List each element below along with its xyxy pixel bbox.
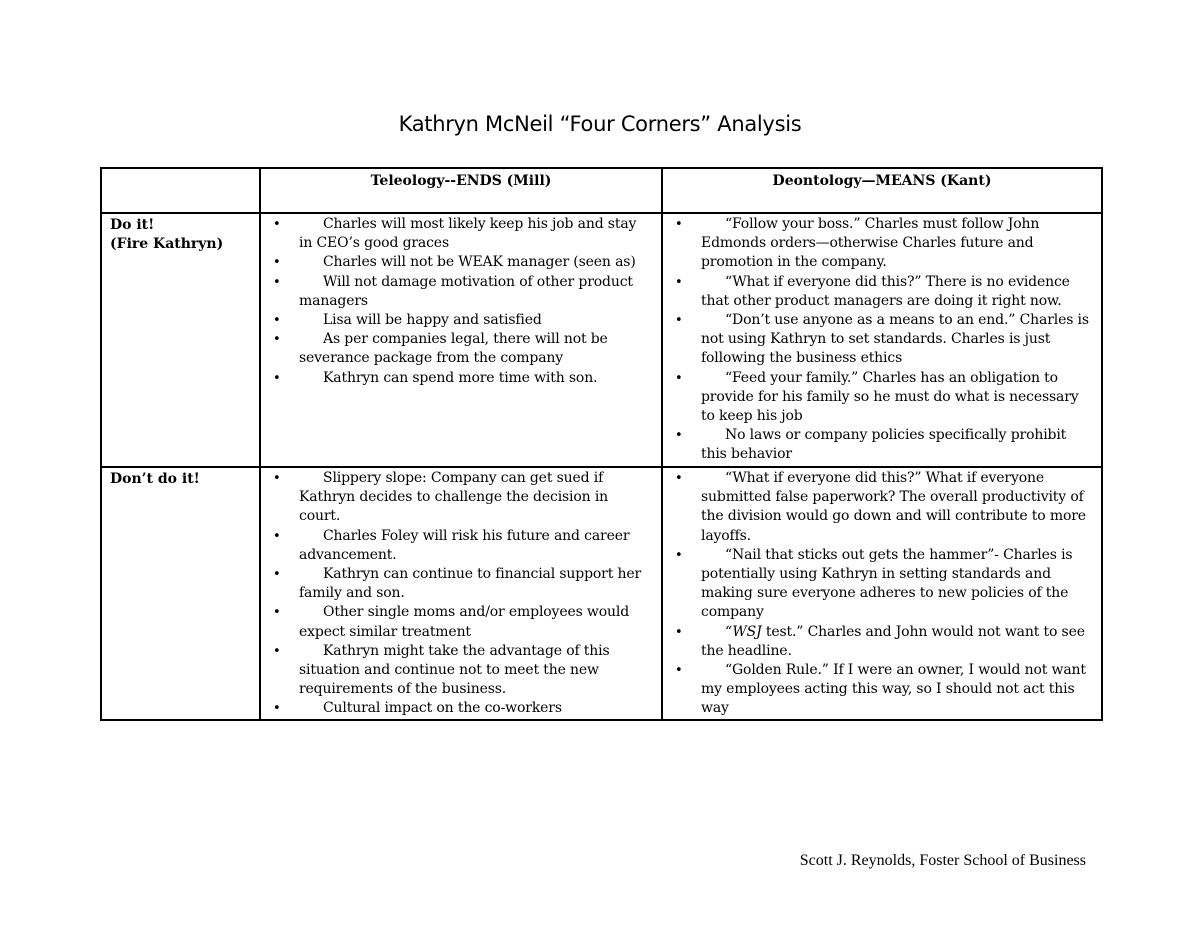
bullet-icon: •	[675, 471, 683, 486]
cell-do-it-deontology	[662, 213, 1102, 467]
row-label-line: (Fire Kathryn)	[110, 236, 224, 253]
bullet-icon: •	[675, 370, 683, 386]
list-item-text: Will not damage motivation of other product managers	[299, 273, 633, 309]
list-item-text: Charles will most likely keep his job and stay in CEO’s good graces	[299, 216, 637, 252]
list-item-text: “WSJ test.” Charles and John would not want to see the headline.	[701, 623, 1085, 659]
bullet-icon: •	[273, 567, 281, 583]
bullet-icon: •	[273, 255, 281, 271]
list-item-text: “What if everyone did this?” What if everyone submitted false paperwork? The overall productivity of the division would go down and will contribute to more layoffs.	[701, 470, 1086, 544]
cell-dont-do-it-teleology	[260, 467, 662, 720]
list-item	[271, 215, 653, 253]
bullet-icon: •	[273, 605, 281, 621]
bullet-icon: •	[273, 370, 281, 386]
list-item	[271, 527, 653, 565]
bullet-icon: •	[675, 547, 683, 563]
bullet-icon: •	[273, 701, 281, 717]
list-item	[271, 253, 653, 272]
list-item-text: As per companies legal, there will not be severance package from the company	[299, 331, 608, 367]
list-item	[271, 699, 653, 718]
bullet-icon: •	[675, 428, 683, 444]
bullet-icon: •	[273, 332, 281, 348]
four-corners-table	[100, 167, 1103, 721]
list-item	[673, 426, 1093, 464]
list-item	[271, 469, 653, 527]
bullet-list	[673, 469, 1093, 719]
list-item-text: “Nail that sticks out gets the hammer”- Charles is potentially using Kathryn in setting standards and making sure everyone adheres to new policies of the company	[701, 546, 1073, 621]
list-item-text: “Feed your family.” Charles has an obligation to provide for his family so he must do what is necessary to keep his job	[701, 369, 1079, 425]
header-teleology: Teleology--ENDS (Mill)	[260, 168, 662, 213]
bullet-icon: •	[675, 313, 683, 329]
row-label-line: Do it!	[110, 217, 155, 233]
list-item-text: Cultural impact on the co-workers	[323, 700, 562, 717]
list-item	[271, 642, 653, 700]
list-item-text: “What if everyone did this?” There is no evidence that other product managers are doing it right now.	[701, 273, 1070, 309]
bullet-icon: •	[273, 471, 281, 486]
bullet-icon: •	[273, 528, 281, 544]
row-label-dont-do-it	[101, 467, 260, 720]
bullet-icon: •	[675, 274, 683, 290]
bullet-icon: •	[273, 313, 281, 329]
list-item-text: “Golden Rule.” If I were an owner, I would not want my employees acting this way, so I should not act this way	[701, 662, 1086, 717]
list-item-text: Charles Foley will risk his future and career advancement.	[299, 527, 630, 563]
list-item-text: Other single moms and/or employees would expect similar treatment	[299, 604, 630, 640]
list-item-text: Kathryn can spend more time with son.	[323, 369, 598, 386]
bullet-icon: •	[273, 217, 281, 232]
bullet-list	[673, 215, 1093, 465]
bullet-icon: •	[273, 274, 281, 290]
bullet-list	[271, 215, 653, 388]
header-corner-cell	[101, 168, 260, 213]
cell-do-it-teleology	[260, 213, 662, 467]
bullet-list	[271, 469, 653, 719]
list-item	[673, 469, 1093, 546]
list-item	[673, 273, 1093, 311]
list-item-text: No laws or company policies specifically prohibit this behavior	[701, 427, 1067, 463]
bullet-icon: •	[273, 643, 281, 659]
row-label-do-it	[101, 213, 260, 467]
list-item-text: Slippery slope: Company can get sued if Kathryn decides to challenge the decision in court.	[299, 470, 609, 525]
list-item-text: Lisa will be happy and satisfied	[323, 312, 542, 329]
list-item	[271, 311, 653, 330]
bullet-icon: •	[675, 624, 683, 640]
list-item	[673, 369, 1093, 427]
list-item-text: Kathryn might take the advantage of this situation and continue not to meet the new requirements of the business.	[299, 642, 610, 698]
list-item	[673, 215, 1093, 273]
list-item	[673, 311, 1093, 369]
list-item-text: “Don’t use anyone as a means to an end.” Charles is not using Kathryn to set standards. Charles is just following the business ethics	[701, 312, 1089, 367]
list-item	[271, 330, 653, 368]
list-item	[673, 661, 1093, 719]
list-item	[271, 369, 653, 388]
page-title: Kathryn McNeil “Four Corners” Analysis	[398, 112, 802, 136]
bullet-icon: •	[675, 217, 683, 232]
list-item	[271, 603, 653, 641]
table-row-dont-do-it	[101, 467, 1102, 720]
list-item-text: Kathryn can continue to financial support her family and son.	[299, 566, 642, 602]
bullet-icon: •	[675, 663, 683, 679]
row-label-line: Don’t do it!	[110, 471, 200, 487]
list-item-text: “Follow your boss.” Charles must follow John Edmonds orders—otherwise Charles future and promotion in the company.	[701, 216, 1040, 271]
header-row	[101, 168, 1102, 213]
list-item	[271, 565, 653, 603]
table-row-do-it	[101, 213, 1102, 467]
list-item	[673, 623, 1093, 661]
header-deontology: Deontology—MEANS (Kant)	[662, 168, 1102, 213]
cell-dont-do-it-deontology	[662, 467, 1102, 720]
list-item	[673, 546, 1093, 623]
list-item-text: Charles will not be WEAK manager (seen as)	[323, 254, 636, 271]
footer-credit: Scott J. Reynolds, Foster School of Business	[799, 852, 1086, 869]
list-item	[271, 273, 653, 311]
